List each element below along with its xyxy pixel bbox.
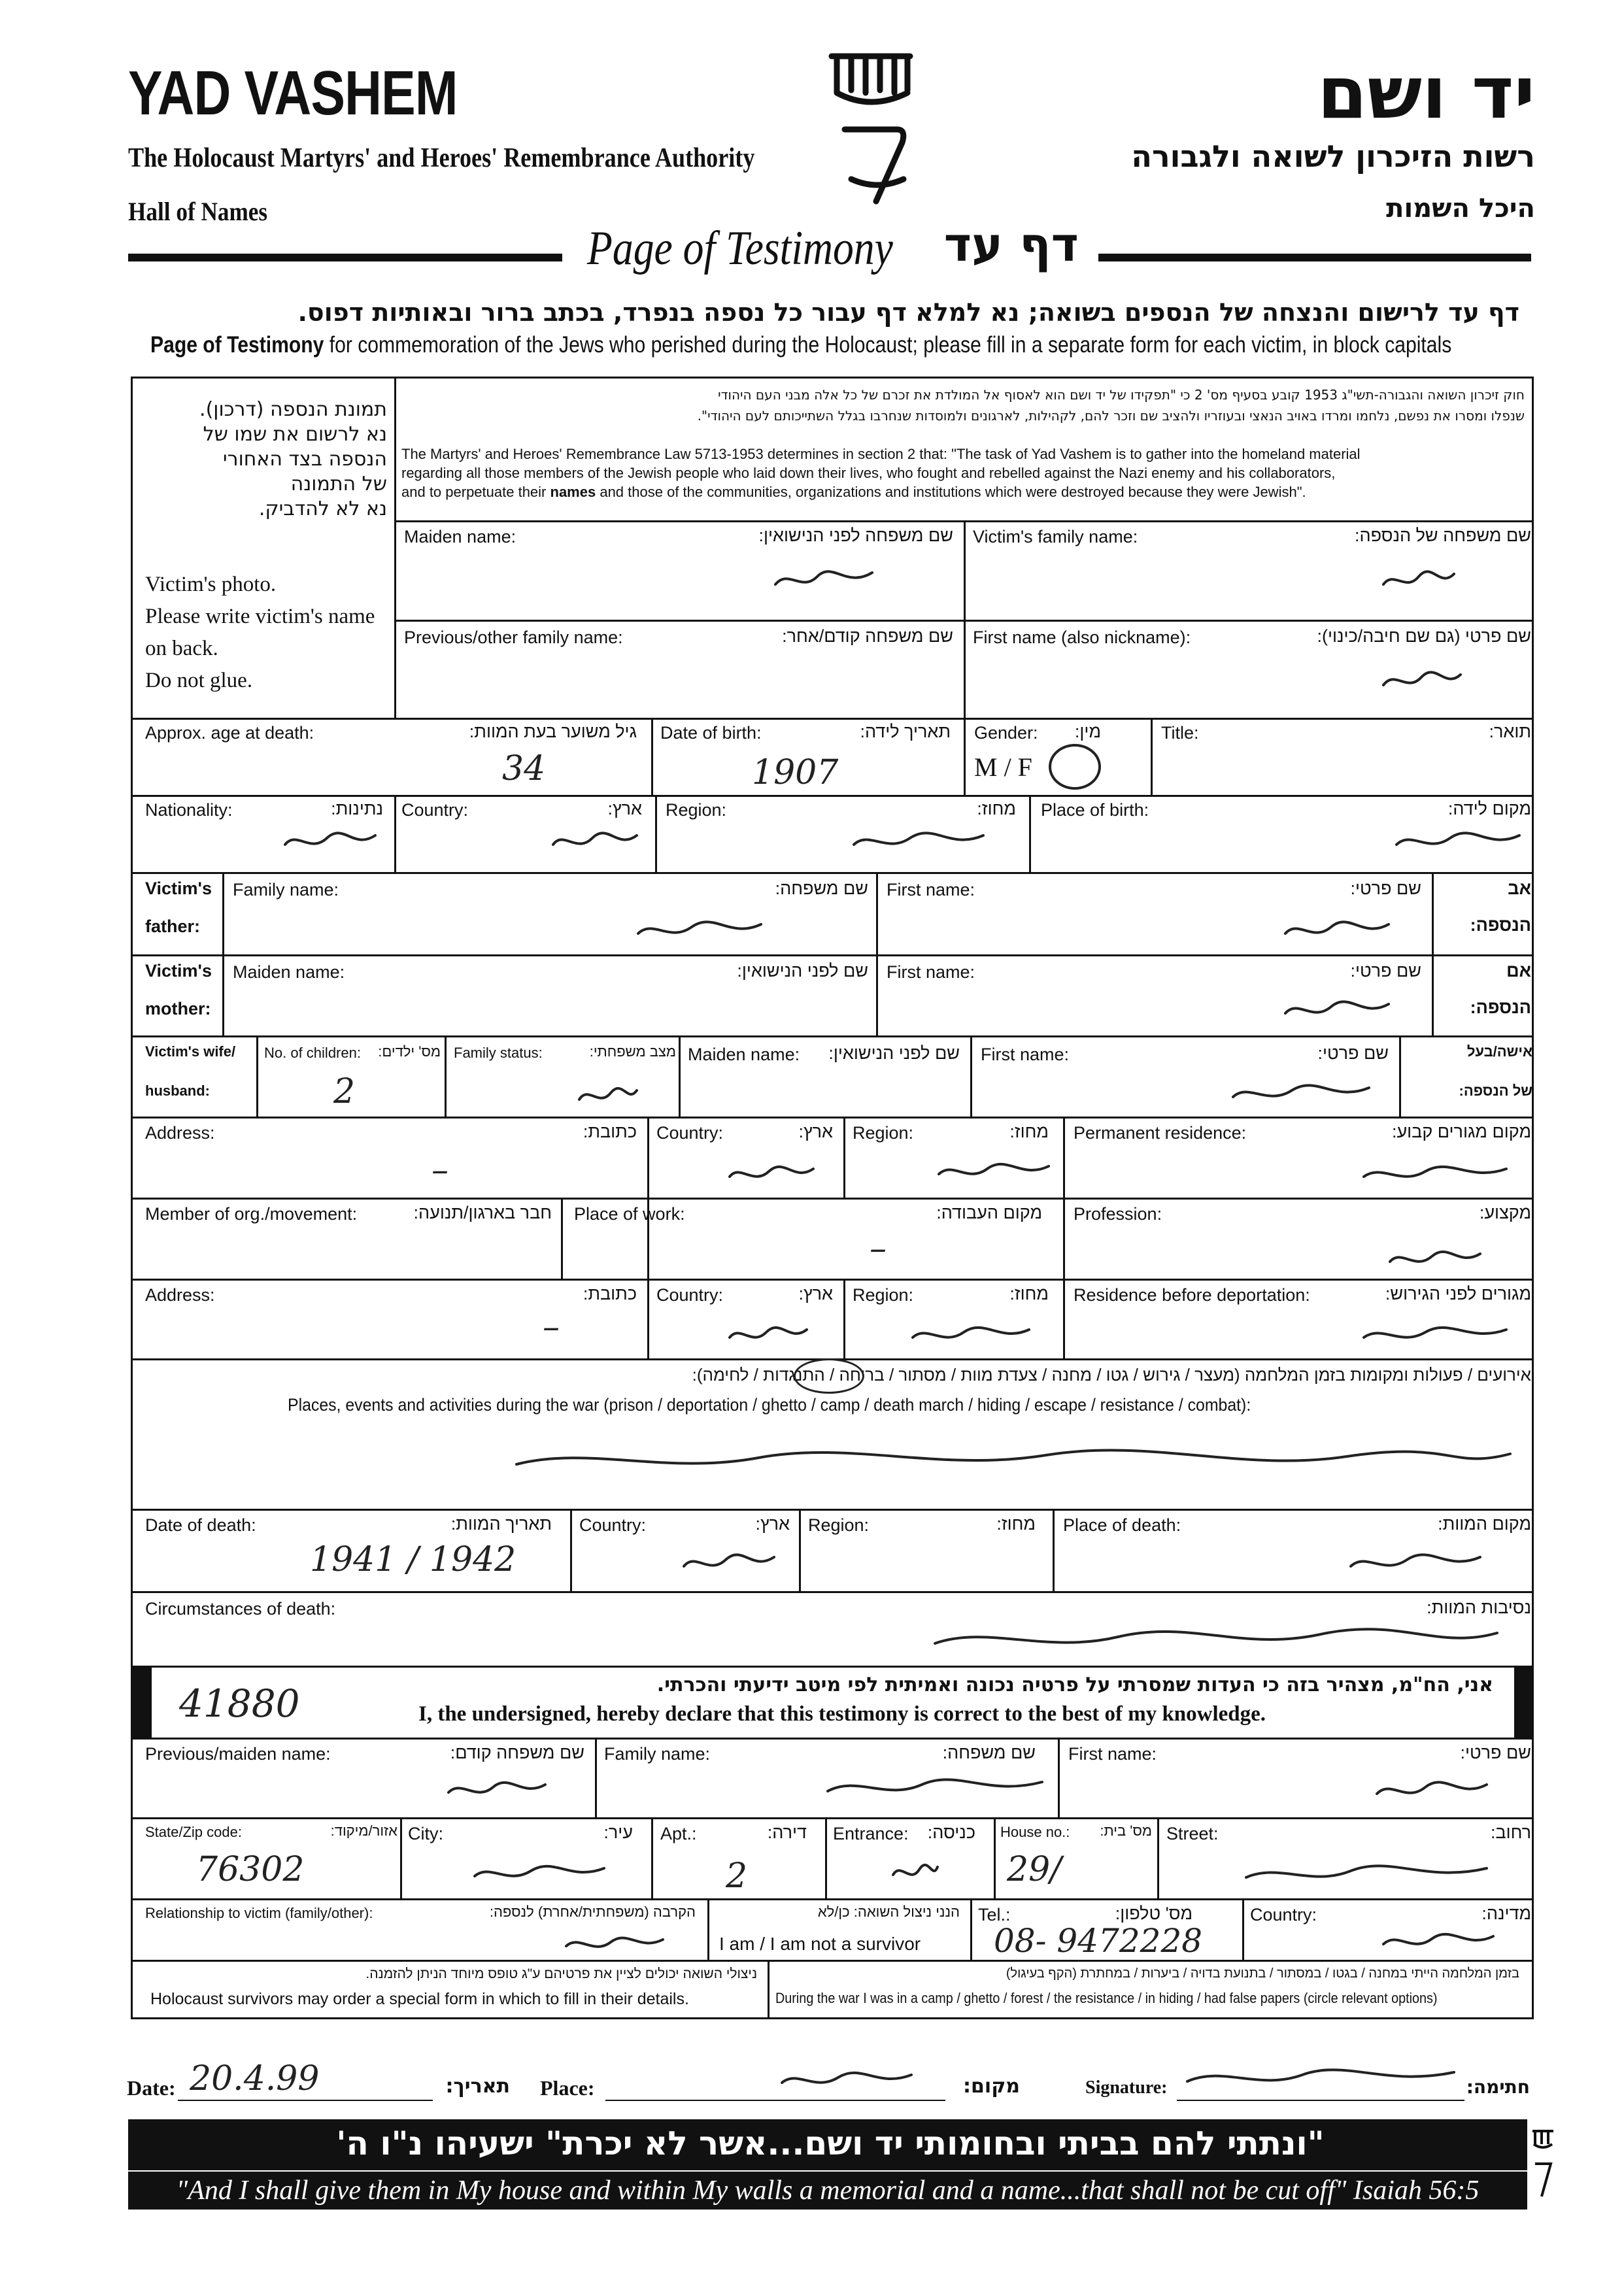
sub-first-label: First name: xyxy=(1068,1744,1157,1764)
rule xyxy=(825,1817,827,1898)
rule xyxy=(131,1509,1534,1511)
place-of-work-value[interactable]: – xyxy=(870,1229,887,1268)
zip-value[interactable]: 76302 xyxy=(196,1850,305,1889)
approx-age-label: Approx. age at death: xyxy=(145,723,314,743)
rule xyxy=(131,1591,1534,1593)
circumstances-label-he: נסיבות המוות: xyxy=(1427,1598,1531,1617)
place-of-work-label-he: מקום העבודה: xyxy=(936,1203,1042,1222)
law-en-line: regarding all those members of the Jewish people who laid down their lives, who fought and rebelled against the Nazi enemy and his collaborators, xyxy=(401,465,1336,481)
declaration-bar-left xyxy=(131,1666,152,1738)
spouse-first-label: First name: xyxy=(981,1045,1070,1064)
declaration-he: אני, הח"מ, מצהיר בזה כי העדות שמסרתי על פרטיה נכונה ואמיתית לפי מיטב ידיעתי והכרתי. xyxy=(656,1673,1493,1696)
date-label-he: תאריך: xyxy=(445,2075,510,2098)
street-label-he: רחוב: xyxy=(1490,1823,1531,1842)
first-name-value[interactable] xyxy=(1379,662,1464,701)
gender-options[interactable]: M / F xyxy=(974,752,1032,782)
father-family-label-he: שם משפחה: xyxy=(775,879,868,898)
state-zip-label: State/Zip code: xyxy=(145,1824,242,1840)
rule xyxy=(768,1960,770,2019)
rule xyxy=(131,1117,1534,1118)
family-status-label-he: מצב משפחתי: xyxy=(589,1043,676,1060)
yad-vashem-logo xyxy=(825,51,917,221)
country-value[interactable] xyxy=(549,824,641,860)
country-label: Country: xyxy=(401,800,469,820)
father-family-value[interactable] xyxy=(634,913,765,949)
rule xyxy=(131,872,1534,874)
place-of-work-label: Place of work: xyxy=(574,1204,685,1224)
photo-en-line: Victim's photo. xyxy=(145,573,277,596)
tel-label-he: מס' טלפון: xyxy=(1115,1904,1193,1923)
gender-label-he: מין: xyxy=(1074,722,1101,741)
region-2-label-he: מחוז: xyxy=(1009,1122,1049,1141)
place-of-birth-value[interactable] xyxy=(1393,824,1523,860)
rule xyxy=(994,1817,996,1898)
place-of-death-value[interactable] xyxy=(1347,1545,1484,1582)
permanent-residence-label: Permanent residence: xyxy=(1074,1123,1247,1143)
rule xyxy=(679,1035,681,1117)
mother-maiden-label: Maiden name: xyxy=(233,962,345,982)
address-2-label: Address: xyxy=(145,1285,215,1305)
family-status-label: Family status: xyxy=(454,1045,543,1061)
rule xyxy=(1063,1117,1065,1358)
house-no-value[interactable]: 29/ xyxy=(1007,1850,1062,1889)
rule xyxy=(1151,718,1153,795)
rule xyxy=(400,1817,402,1898)
dob-label: Date of birth: xyxy=(660,723,762,743)
date-of-death-label: Date of death: xyxy=(145,1515,256,1535)
title-label: Title: xyxy=(1161,723,1199,743)
profession-label-he: מקצוע: xyxy=(1479,1203,1531,1222)
permanent-residence-label-he: מקום מגורים קבוע: xyxy=(1391,1122,1531,1141)
rule xyxy=(131,1960,1534,1962)
nationality-label-he: נתינות: xyxy=(331,799,383,818)
country-label-he: ארץ: xyxy=(607,799,642,818)
apt-value[interactable]: 2 xyxy=(726,1857,748,1896)
photo-box-border xyxy=(394,377,396,718)
country-3-label: Country: xyxy=(656,1285,724,1305)
photo-he-line: נא לא להדביק. xyxy=(258,497,387,520)
victims-mother-label: Victim's xyxy=(145,961,212,981)
region-value[interactable] xyxy=(850,824,987,860)
rule xyxy=(1053,1509,1055,1591)
photo-en-line: on back. xyxy=(145,637,218,660)
spouse-maiden-label: Maiden name: xyxy=(688,1045,800,1064)
photo-en-line: Please write victim's name xyxy=(145,605,375,628)
sub-first-value[interactable] xyxy=(1373,1773,1491,1809)
signature-label: Signature: xyxy=(1085,2077,1168,2098)
address-value[interactable]: – xyxy=(431,1151,448,1190)
nationality-value[interactable] xyxy=(281,824,379,860)
rule xyxy=(1058,1738,1060,1817)
rule xyxy=(394,795,396,872)
country-death-label: Country: xyxy=(579,1515,647,1535)
photo-he-line: של התמונה xyxy=(290,473,387,496)
prev-family-name-label-he: שם משפחה קודם/אחר: xyxy=(782,626,953,646)
survivor-options[interactable]: I am / I am not a survivor xyxy=(719,1934,921,1954)
rule xyxy=(799,1509,801,1591)
place-of-death-label-he: מקום המוות: xyxy=(1438,1514,1531,1534)
intro-en-rest: for commemoration of the Jews who perished during the Holocaust; please fill in a separate form for each victim, in block capitals xyxy=(324,332,1452,358)
nationality-label: Nationality: xyxy=(145,800,233,820)
prev-family-name-label: Previous/other family name: xyxy=(404,628,623,647)
war-options-en: During the war I was in a camp / ghetto / forest / the resistance / in hiding / had false papers (circle relevant options) xyxy=(775,1990,1438,2006)
date-line xyxy=(178,2100,433,2101)
profession-label: Profession: xyxy=(1074,1204,1162,1224)
rule xyxy=(570,1509,572,1591)
rule xyxy=(394,620,1534,622)
title-rule-left xyxy=(128,254,562,261)
rule xyxy=(1242,1898,1244,1960)
region-3-label: Region: xyxy=(853,1285,914,1305)
rule xyxy=(131,1279,1534,1281)
residence-before-label-he: מגורים לפני הגירוש: xyxy=(1385,1284,1531,1303)
date-value[interactable]: 20.4.99 xyxy=(190,2059,320,2098)
address-label-he: כתובת: xyxy=(583,1122,637,1141)
street-value[interactable] xyxy=(1242,1857,1491,1893)
rule xyxy=(970,1035,972,1117)
special-form-en: Holocaust survivors may order a special form in which to fill in their details. xyxy=(150,1990,689,2008)
authority-name-he: רשות הזיכרון לשואה ולגבורה xyxy=(1131,139,1535,174)
war-options-he: בזמן המלחמה הייתי במחנה / בגטו / במסתור / בתנועת בדויה / ביערות / במחתרת (הקף בעיגול) xyxy=(1006,1966,1519,1981)
footer-quote-en: "And I shall give them in My house and within My walls a memorial and a name...that shall not be cut off" Isaiah 56:5 xyxy=(128,2172,1527,2210)
no-children-label-he: מס' ילדים: xyxy=(378,1043,441,1060)
place-of-birth-label-he: מקום לידה: xyxy=(1447,799,1531,818)
signature-label-he: חתימה: xyxy=(1466,2076,1530,2098)
address-2-label-he: כתובת: xyxy=(583,1284,637,1303)
rule xyxy=(970,1898,972,1960)
country-death-label-he: ארץ: xyxy=(755,1514,790,1534)
country-sub-label-he: מדינה: xyxy=(1481,1904,1531,1923)
entrance-label-he: כניסה: xyxy=(927,1823,975,1842)
mother-first-value[interactable] xyxy=(1281,992,1393,1029)
children-value[interactable]: 2 xyxy=(333,1072,356,1111)
apt-label-he: דירה: xyxy=(767,1823,807,1842)
house-no-label-he: מס' בית: xyxy=(1100,1823,1152,1839)
rule xyxy=(131,718,1534,720)
mother-maiden-label-he: שם לפני הנישואין: xyxy=(737,961,868,981)
member-org-label: Member of org./movement: xyxy=(145,1204,358,1224)
rule xyxy=(1432,872,1434,1035)
profession-value[interactable] xyxy=(1386,1242,1484,1277)
hall-name-en: Hall of Names xyxy=(128,197,268,226)
rule xyxy=(131,1898,1534,1900)
rule xyxy=(222,872,224,1035)
signature-value[interactable] xyxy=(1183,2059,1458,2098)
org-name-en: YAD VASHEM xyxy=(128,58,458,128)
law-en-line: The Martyrs' and Heroes' Remembrance Law 5713-1953 determines in section 2 that: "The task of Yad Vashem is to gather into the homeland material xyxy=(401,446,1361,462)
law-text-he xyxy=(400,384,1525,426)
family-name-value[interactable] xyxy=(1379,562,1458,599)
region-3-value[interactable] xyxy=(909,1318,1033,1353)
declaration-en: I, the undersigned, hereby declare that this testimony is correct to the best of my knowledge. xyxy=(418,1702,1266,1726)
wife-label-he: אישה/בעל xyxy=(1466,1043,1532,1060)
events-label-en: Places, events and activities during the war (prison / deportation / ghetto / camp / death march / hiding / escape / resistance / combat): xyxy=(288,1395,1251,1415)
rule xyxy=(707,1898,709,1960)
spouse-maiden-label-he: שם לפני הנישואין: xyxy=(828,1043,960,1063)
dob-label-he: תאריך לידה: xyxy=(860,722,951,741)
relationship-value[interactable] xyxy=(562,1928,667,1958)
country-sub-label: Country: xyxy=(1250,1905,1317,1925)
file-number[interactable]: 41880 xyxy=(179,1681,300,1726)
photo-he-line: נא לרשום את שמו של xyxy=(203,423,387,446)
permanent-residence-value[interactable] xyxy=(1360,1157,1510,1192)
mother-label-he-2: הנספה: xyxy=(1470,998,1531,1017)
rule xyxy=(964,520,966,718)
first-name-nick-label: First name (also nickname): xyxy=(973,628,1191,647)
circumstances-value[interactable] xyxy=(928,1617,1504,1663)
rule xyxy=(651,1817,653,1898)
sub-first-label-he: שם פרטי: xyxy=(1460,1743,1531,1762)
country-2-value[interactable] xyxy=(726,1157,817,1192)
rule xyxy=(131,1035,1534,1037)
region-2-value[interactable] xyxy=(935,1154,1053,1190)
special-form-he: ניצולי השואה יכולים לציין את פרטיהם ע"ג טופס מיוחד הניתן להזמנה. xyxy=(365,1966,757,1981)
rule xyxy=(843,1117,845,1198)
first-name-nick-label-he: שם פרטי (גם שם חיבה/כינוי): xyxy=(1317,626,1531,646)
street-label: Street: xyxy=(1166,1824,1219,1843)
rule xyxy=(131,795,1534,797)
rule xyxy=(651,718,653,795)
prev-maiden-label: Previous/maiden name: xyxy=(145,1744,331,1764)
entrance-label: Entrance: xyxy=(833,1824,909,1843)
region-death-label: Region: xyxy=(808,1515,870,1535)
authority-name-en: The Holocaust Martyrs' and Heroes' Remembrance Authority xyxy=(128,143,755,173)
title-rule-right xyxy=(1098,254,1531,261)
rule xyxy=(561,1198,563,1279)
prev-maiden-label-he: שם משפחה קודם: xyxy=(450,1743,584,1762)
victims-father-label: Victim's xyxy=(145,879,212,898)
rule xyxy=(595,1738,597,1817)
relationship-label-he: הקרבה (משפחתית/אחרת) לנספה: xyxy=(489,1904,696,1920)
wife-label: Victim's wife/ xyxy=(145,1043,236,1060)
tel-label: Tel.: xyxy=(978,1905,1011,1925)
events-value[interactable] xyxy=(510,1438,1517,1484)
sub-prev-name-value[interactable] xyxy=(445,1773,549,1808)
tel-value[interactable]: 08- 9472228 xyxy=(994,1922,1203,1960)
no-children-label: No. of children: xyxy=(264,1045,361,1061)
residence-before-value[interactable] xyxy=(1360,1318,1510,1353)
date-label: Date: xyxy=(127,2076,176,2100)
law-text-en xyxy=(401,445,1526,501)
victims-family-name-label: Victim's family name: xyxy=(973,527,1138,546)
photo-he-line: הנספה בצד האחורי xyxy=(222,448,387,471)
footer-quote-he: "ונתתי להם בביתי ובחומותי יד ושם...אשר לא יכרת" ישעיהו נ"ו ה' xyxy=(336,2125,1325,2162)
photo-instructions-en xyxy=(145,569,375,697)
hall-name-he: היכל השמות xyxy=(1386,193,1535,224)
father-label: father: xyxy=(145,916,201,936)
address-label: Address: xyxy=(145,1123,215,1143)
declaration-bar-right xyxy=(1514,1666,1534,1738)
rule xyxy=(1157,1817,1159,1898)
photo-he-line: תמונת הנספה (דרכון). xyxy=(199,398,387,421)
ghetto-circle xyxy=(794,1358,864,1394)
region-3-label-he: מחוז: xyxy=(1009,1284,1049,1303)
country-3-label-he: ארץ: xyxy=(798,1284,833,1303)
rule xyxy=(1029,795,1031,872)
circumstances-label: Circumstances of death: xyxy=(145,1599,336,1619)
rule xyxy=(876,872,878,1035)
intro-he: דף עד לרישום והנצחה של הנספים בשואה; נא למלא דף עבור כל נספה בנפרד, בכתב ברור ובאותיות דפוס. xyxy=(297,298,1519,327)
state-zip-label-he: אזור/מיקוד: xyxy=(330,1823,398,1839)
place-label-he: מקום: xyxy=(963,2075,1020,2098)
sub-family-label-he: שם משפחה: xyxy=(942,1743,1036,1762)
father-family-label: Family name: xyxy=(233,880,339,899)
date-of-death-value[interactable]: 1941 / 1942 xyxy=(310,1540,516,1579)
entrance-value[interactable] xyxy=(889,1857,941,1889)
rule xyxy=(843,1279,845,1358)
region-death-label-he: מחוז: xyxy=(996,1514,1036,1534)
law-he-line: שנפלו ומסרו את נפשם, נלחמו ומרדו באויב הנאצי ובעוזריו ולהציב שם וזכר להם, לקהילות, לארגונים ולמוסדות שנחרבו בגלל השתייכותם לעם היהודי". xyxy=(697,408,1525,424)
spouse-first-label-he: שם פרטי: xyxy=(1317,1043,1389,1063)
photo-instructions-he xyxy=(139,397,387,522)
region-label: Region: xyxy=(666,800,727,820)
intro-en xyxy=(150,332,1451,358)
rule xyxy=(131,1666,1534,1668)
rule xyxy=(131,954,1534,956)
father-first-value[interactable] xyxy=(1281,913,1393,949)
region-label-he: מחוז: xyxy=(977,799,1016,818)
residence-before-label: Residence before deportation: xyxy=(1074,1285,1310,1305)
country-2-label: Country: xyxy=(656,1123,724,1143)
law-he-line: חוק זיכרון השואה והגבורה-תשי"ג 1953 קובע בסעיף מס' 2 כי "תפקידו של יד ושם הוא לאסוף אל המולדת את זכרם של כל אלה מבני העם היהודי xyxy=(718,387,1525,403)
maiden-name-label-he: שם משפחה לפני הנישואין: xyxy=(758,526,953,545)
father-first-label-he: שם פרטי: xyxy=(1350,879,1421,898)
member-org-label-he: חבר בארגון/תנועה: xyxy=(413,1203,552,1222)
address-2-value[interactable]: – xyxy=(543,1307,560,1347)
maiden-name-label: Maiden name: xyxy=(404,527,516,546)
law-en-line: and to perpetuate their names and those of the communities, organizations and institutions which were destroyed because they were Jewish". xyxy=(401,484,1306,500)
mother-first-label: First name: xyxy=(887,962,975,982)
dob-value[interactable]: 1907 xyxy=(752,753,839,792)
gender-label: Gender: xyxy=(974,723,1038,743)
mother-label: mother: xyxy=(145,999,211,1018)
father-label-he-2: הנספה: xyxy=(1470,915,1531,935)
rule xyxy=(131,1817,1534,1819)
place-value[interactable] xyxy=(778,2063,915,2098)
title-en: Page of Testimony xyxy=(587,222,893,275)
region-2-label: Region: xyxy=(853,1123,914,1143)
org-name-he: יד ושם xyxy=(1317,51,1535,135)
title-he: דף עד xyxy=(943,217,1079,272)
city-label-he: עיר: xyxy=(603,1823,633,1842)
footer-logo-icon xyxy=(1530,2125,1556,2203)
victims-family-name-label-he: שם משפחה של הנספה: xyxy=(1354,526,1531,545)
country-3-value[interactable] xyxy=(726,1318,811,1353)
rule xyxy=(131,1198,1534,1200)
father-first-label: First name: xyxy=(887,880,975,899)
place-label: Place: xyxy=(540,2076,595,2100)
rule xyxy=(445,1035,447,1117)
spouse-first-value[interactable] xyxy=(1229,1076,1373,1113)
place-line xyxy=(605,2100,945,2101)
country-sub-value[interactable] xyxy=(1379,1926,1497,1958)
sub-family-value[interactable] xyxy=(824,1769,1046,1808)
title-label-he: תואר: xyxy=(1489,722,1531,741)
city-label: City: xyxy=(408,1824,443,1843)
rule xyxy=(647,1117,649,1358)
country-death-value[interactable] xyxy=(680,1545,778,1582)
father-label-he: אב xyxy=(1508,879,1531,898)
rule xyxy=(256,1035,258,1117)
place-of-birth-label: Place of birth: xyxy=(1041,800,1149,820)
maiden-name-value[interactable] xyxy=(771,562,876,599)
signature-line xyxy=(1177,2100,1464,2101)
mother-label-he: אם xyxy=(1506,961,1531,981)
approx-age-label-he: גיל משוער בעת המוות: xyxy=(469,722,637,741)
husband-label: husband: xyxy=(145,1083,210,1099)
family-status-value[interactable] xyxy=(575,1080,641,1113)
rule xyxy=(131,1738,1534,1740)
sub-family-label: Family name: xyxy=(604,1744,711,1764)
country-2-label-he: ארץ: xyxy=(798,1122,833,1141)
rule xyxy=(655,795,657,872)
place-of-death-label: Place of death: xyxy=(1063,1515,1181,1535)
date-of-death-label-he: תאריך המוות: xyxy=(450,1514,552,1534)
events-label-he: אירועים / פעולות ומקומות בזמן המלחמה (מעצר / גירוש / גטו / מחנה / צעדת מוות / מסתור / בריחה / התנגדות / לחימה): xyxy=(692,1365,1531,1385)
rule xyxy=(964,718,966,795)
survivor-label-he: הנני ניצול השואה: כן/לא xyxy=(817,1904,960,1920)
photo-en-line: Do not glue. xyxy=(145,669,253,692)
city-value[interactable] xyxy=(471,1857,608,1892)
mother-first-label-he: שם פרטי: xyxy=(1350,961,1421,981)
intro-en-bold: Page of Testimony xyxy=(150,332,324,358)
relationship-label: Relationship to victim (family/other): xyxy=(145,1905,373,1921)
age-value[interactable]: 34 xyxy=(502,749,546,788)
apt-label: Apt.: xyxy=(660,1824,697,1843)
rule xyxy=(1399,1035,1401,1117)
gender-circle xyxy=(1049,744,1101,790)
house-no-label: House no.: xyxy=(1000,1824,1070,1840)
wife-label-he-2: של הנספה: xyxy=(1459,1083,1532,1099)
